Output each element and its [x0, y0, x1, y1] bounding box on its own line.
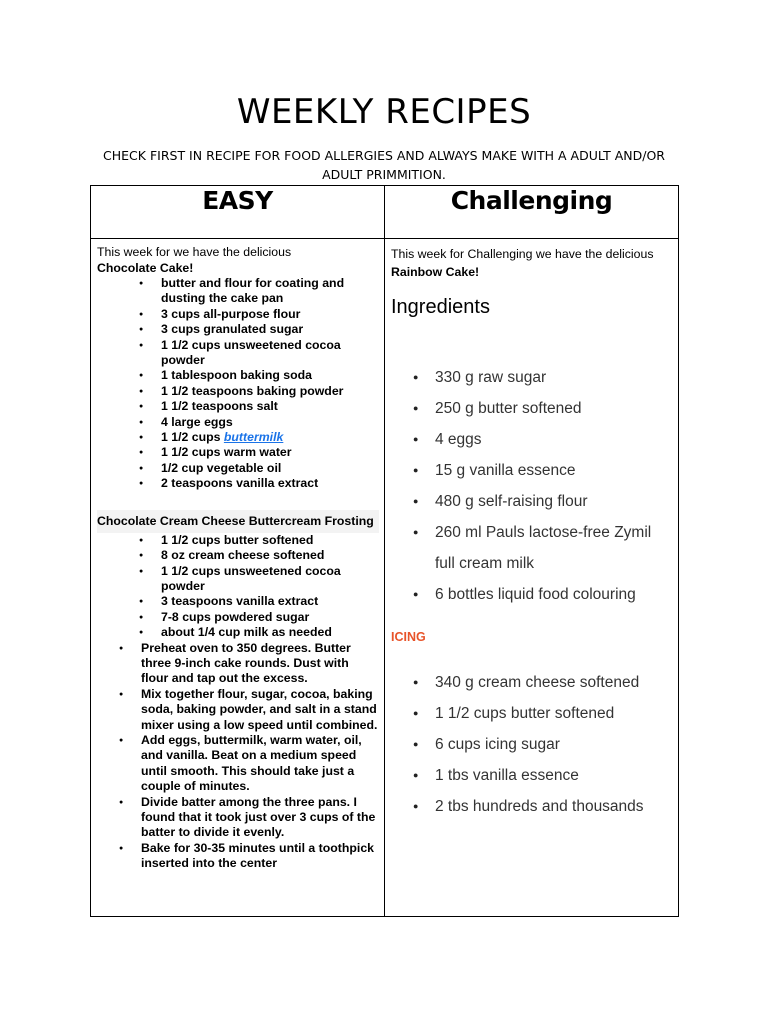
frosting-list — [97, 533, 378, 641]
list-item: ● 3 cups all-purpose flour — [161, 307, 378, 322]
list-item: ● 1 1/2 cups unsweetened cocoa powder — [161, 338, 378, 369]
list-item: ● 7-8 cups powdered sugar — [161, 610, 378, 625]
list-item: ● 2 teaspoons vanilla extract — [161, 476, 378, 491]
easy-ingredients-list — [97, 276, 378, 492]
list-item: ● 1 1/2 cups unsweetened cocoa powder — [161, 564, 378, 595]
easy-intro — [97, 245, 378, 276]
table-body-row — [91, 239, 679, 917]
icing-list — [391, 667, 672, 822]
list-item: ● 3 teaspoons vanilla extract — [161, 594, 378, 609]
challenging-ingredients-list — [391, 362, 672, 610]
list-item: ● Add eggs, buttermilk, warm water, oil, and vanilla. Beat on a medium speed until smooth. This should take just a couple of minutes. — [141, 733, 378, 795]
list-item: ● 1 1/2 cups butter softened — [161, 533, 378, 548]
list-item: ● 340 g cream cheese softened — [435, 667, 672, 698]
list-item: ● 330 g raw sugar — [435, 362, 672, 393]
easy-cake-name: Chocolate Cake! — [97, 260, 194, 275]
list-item: ● 3 cups granulated sugar — [161, 322, 378, 337]
method-steps-list — [97, 641, 378, 872]
list-item: ● 1/2 cup vegetable oil — [161, 461, 378, 476]
list-item: ● 1 tablespoon baking soda — [161, 368, 378, 383]
column-header-easy: EASY — [91, 186, 385, 239]
list-item: ● 15 g vanilla essence — [435, 455, 672, 486]
challenging-intro-text: This week for Challenging we have the delicious — [391, 247, 654, 261]
list-item: ● 1 tbs vanilla essence — [435, 760, 672, 791]
buttermilk-prefix: 1 1/2 cups — [161, 430, 224, 445]
buttermilk-link[interactable]: buttermilk — [223, 430, 284, 445]
list-item: ● 250 g butter softened — [435, 393, 672, 424]
table-header-row — [91, 186, 679, 239]
list-item: ● butter and flour for coating and dusting the cake pan — [161, 276, 378, 307]
list-item: ● Bake for 30-35 minutes until a toothpick inserted into the center — [141, 841, 378, 872]
list-item: ● 1 1/2 teaspoons salt — [161, 399, 378, 414]
frosting-title: Chocolate Cream Cheese Buttercream Frosting — [97, 510, 379, 533]
list-item: ● 2 tbs hundreds and thousands — [435, 791, 672, 822]
challenging-cell — [385, 239, 679, 917]
list-item: ● 8 oz cream cheese softened — [161, 548, 378, 563]
challenging-cake-name: Rainbow Cake! — [391, 265, 480, 279]
column-header-challenging: Challenging — [385, 186, 679, 239]
easy-cell — [91, 239, 385, 917]
list-item: ● Mix together flour, sugar, cocoa, baking soda, baking powder, and salt in a stand mixer using a low speed until combined. — [141, 687, 378, 733]
icing-heading: ICING — [391, 629, 426, 644]
list-item: ● 4 eggs — [435, 424, 672, 455]
recipes-table — [90, 185, 679, 917]
list-item: ● 1 1/2 cups warm water — [161, 445, 378, 460]
list-item: ● Divide batter among the three pans. I found that it took just over 3 cups of the batter to divide it evenly. — [141, 795, 378, 841]
list-item: ● Preheat oven to 350 degrees. Butter three 9-inch cake rounds. Dust with flour and tap out the excess. — [141, 641, 378, 687]
list-item: ● 1 1/2 cups butter softened — [435, 698, 672, 729]
list-item: ● about 1/4 cup milk as needed — [161, 625, 378, 640]
list-item: ● 6 bottles liquid food colouring — [435, 579, 672, 610]
easy-intro-text: This week for we have the delicious — [97, 245, 292, 259]
list-item — [161, 430, 378, 445]
list-item: ● 260 ml Pauls lactose-free Zymil full cream milk — [435, 517, 672, 579]
list-item: ● 1 1/2 teaspoons baking powder — [161, 384, 378, 399]
list-item: ● 480 g self-raising flour — [435, 486, 672, 517]
list-item: ● 4 large eggs — [161, 415, 378, 430]
ingredients-heading: Ingredients — [391, 296, 490, 318]
allergy-notice: CHECK FIRST IN RECIPE FOR FOOD ALLERGIES AND ALWAYS MAKE WITH A ADULT AND/OR ADULT PRIMMITION. — [103, 148, 665, 182]
list-item: ● 6 cups icing sugar — [435, 729, 672, 760]
challenging-intro — [391, 245, 672, 281]
page-title: WEEKLY RECIPES — [236, 92, 532, 132]
